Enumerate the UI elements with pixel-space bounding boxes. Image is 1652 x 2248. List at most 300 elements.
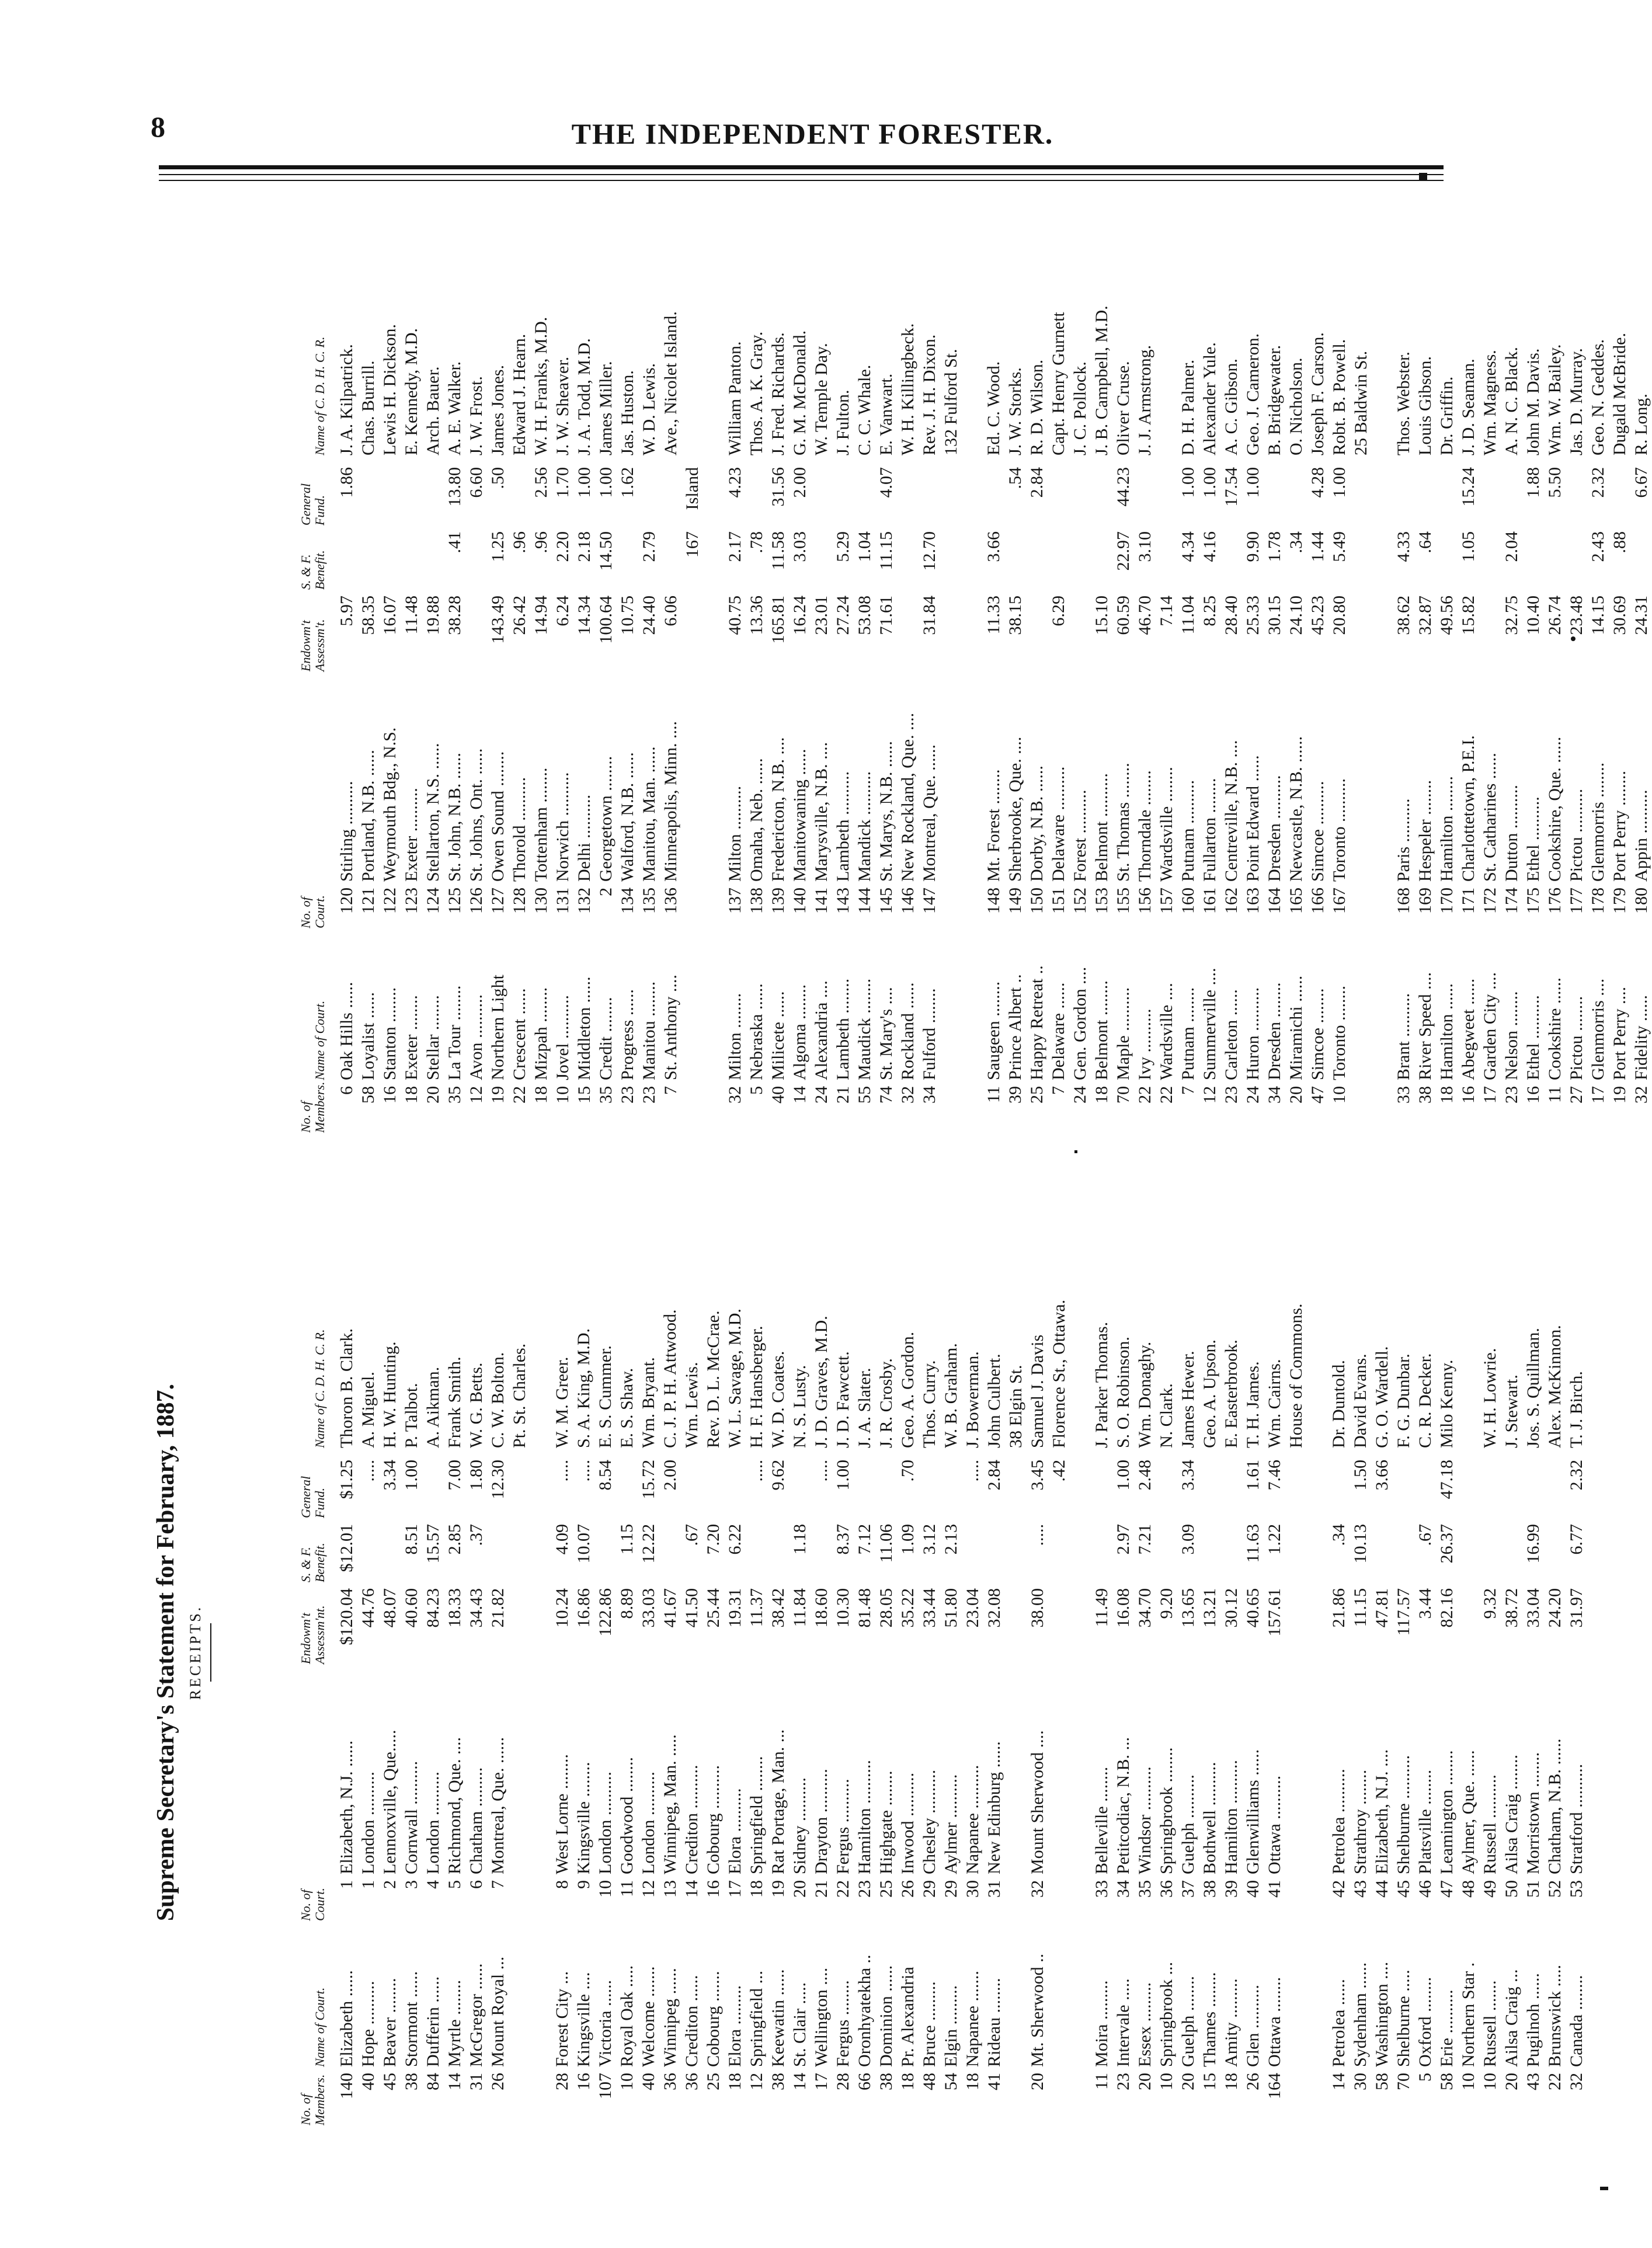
endowment-cell: 13.65 <box>1178 1588 1198 1628</box>
cdhcr-cell: Florence St., Ottawa. <box>1049 1299 1069 1448</box>
court-name-cell: Huron .......... <box>1243 987 1263 1080</box>
members-cell: 30 <box>1351 2073 1370 2090</box>
court-name-cell: Victoria ...... <box>596 1980 615 2067</box>
endowment-cell: 32.87 <box>1415 596 1435 635</box>
cdhcr-cell: Alexander Yule. <box>1200 342 1219 455</box>
court-number-cell: 135 <box>639 888 659 914</box>
table-row <box>983 1179 1005 2125</box>
court-name-cell: Napanee ....... <box>963 1971 982 2067</box>
court-name-cell: Hamilton ...... <box>1437 983 1456 1080</box>
general-fund-cell: 1.00 <box>402 1460 421 1491</box>
header-rule-thin <box>159 174 1444 175</box>
cdhcr-cell: B. Bridgewater. <box>1265 344 1284 455</box>
general-fund-cell: ..... <box>359 1460 378 1482</box>
court-name-cell: Bruce ......... <box>920 1981 939 2067</box>
sick-funeral-cell: 6.22 <box>725 1524 745 1555</box>
court-number-cell: 141 <box>812 888 831 914</box>
location-cell: Norwich .......... <box>553 772 572 882</box>
members-cell: 16 <box>1524 1086 1543 1104</box>
members-cell: 16 <box>380 1086 399 1104</box>
members-cell: 14 <box>1329 2073 1348 2090</box>
table-row <box>1156 1179 1177 2125</box>
sick-funeral-cell: 167 <box>683 531 702 558</box>
cdhcr-cell: House of Commons. <box>1286 1303 1306 1448</box>
location-cell: Owen Sound ........ <box>488 751 507 882</box>
general-fund-cell: 1.00 <box>1330 467 1349 498</box>
table-row <box>1069 187 1091 1133</box>
endowment-cell: 10.24 <box>552 1588 572 1628</box>
court-name-cell: Summerville .... <box>1200 968 1219 1080</box>
general-fund-cell: 47.18 <box>1437 1460 1456 1499</box>
cdhcr-cell: J. D. Graves, M.D. <box>812 1316 831 1448</box>
court-name-cell: Maudick ........ <box>855 978 874 1080</box>
cdhcr-cell: Louis Gibson. <box>1415 356 1435 455</box>
court-name-cell: St. Anthony .... <box>661 975 680 1080</box>
court-number-cell: 128 <box>510 888 529 914</box>
table-row <box>1501 187 1522 1133</box>
court-number-cell: 16 <box>704 1880 723 1898</box>
endowment-cell: 38.72 <box>1502 1588 1521 1628</box>
location-cell: Petitcodiac, N.B. ... <box>1114 1737 1133 1874</box>
table-row <box>1242 187 1264 1133</box>
court-number-cell: 147 <box>920 888 939 914</box>
endowment-cell: 11.48 <box>402 596 421 635</box>
general-fund-cell: 1.00 <box>1200 467 1219 498</box>
location-cell: Dresden .......... <box>1265 775 1284 882</box>
cdhcr-cell: Wm. Bryant. <box>639 1357 658 1448</box>
location-cell: Elizabeth, N.J. ...... <box>337 1740 356 1874</box>
cdhcr-cell: J. D. Seaman. <box>1459 359 1478 455</box>
endowment-cell: 32.08 <box>985 1588 1004 1628</box>
table-row <box>509 187 530 1133</box>
endowment-cell: 21.86 <box>1329 1588 1348 1628</box>
endowment-cell: 45.23 <box>1308 596 1327 635</box>
general-fund-cell: 3.66 <box>1372 1460 1392 1491</box>
court-name-cell: Moira ......... <box>1092 1980 1111 2067</box>
location-cell: Mandick .......... <box>855 771 874 882</box>
general-fund-cell: 7.46 <box>1265 1460 1284 1491</box>
endowment-cell: 5.97 <box>337 596 356 627</box>
members-cell: 20 <box>1178 2073 1198 2090</box>
endowment-cell: 41.67 <box>660 1588 680 1628</box>
cdhcr-cell: Rev. D. L. McCrae. <box>704 1310 723 1448</box>
court-name-cell: Loyalist ...... <box>359 992 378 1080</box>
table-row <box>573 187 595 1133</box>
location-cell: Fergus .......... <box>833 1779 853 1874</box>
endowment-cell: 15.82 <box>1459 596 1478 635</box>
members-cell: 18 <box>725 2073 745 2090</box>
right-panel <box>152 187 1651 1133</box>
endowment-cell: 11.33 <box>984 596 1003 635</box>
location-cell: Newcastle, N.B. ...... <box>1286 736 1306 882</box>
court-name-cell: Crescent ...... <box>510 988 529 1080</box>
court-number-cell: 19 <box>768 1880 788 1898</box>
members-cell: 23 <box>618 1086 637 1104</box>
sick-funeral-cell: 2.85 <box>445 1524 464 1555</box>
location-cell: Walford, N.B. ...... <box>618 752 637 882</box>
sick-funeral-cell: 2.79 <box>639 531 659 562</box>
court-name-cell: Petrolea ...... <box>1329 1979 1348 2067</box>
table-row <box>444 187 465 1133</box>
location-cell: Point Edward ...... <box>1243 755 1263 882</box>
endowment-cell: 11.15 <box>1351 1588 1370 1627</box>
endowment-cell: 35.22 <box>898 1588 917 1628</box>
cdhcr-cell: J. Bowerman. <box>963 1351 982 1448</box>
location-cell: St. Johns, Ont. ...... <box>467 748 486 882</box>
court-number-cell: 21 <box>812 1880 831 1898</box>
location-cell: Appin .......... <box>1632 789 1651 882</box>
court-number-cell: 41 <box>1265 1880 1284 1898</box>
cdhcr-cell: W. D. Lewis. <box>639 363 659 455</box>
table-row <box>552 187 573 1133</box>
members-cell: 23 <box>1502 1086 1521 1104</box>
members-cell: 74 <box>877 1086 896 1104</box>
endowment-cell: 32.75 <box>1502 596 1521 635</box>
court-number-cell: 37 <box>1178 1880 1198 1898</box>
location-cell: Putnam .......... <box>1178 780 1198 882</box>
cdhcr-cell: E. Easterbrook. <box>1222 1339 1241 1448</box>
members-cell: 16 <box>574 2073 593 2090</box>
table-row <box>1630 187 1652 1133</box>
court-number-cell: 131 <box>553 888 572 914</box>
court-number-cell: 146 <box>898 888 917 914</box>
court-number-cell: 121 <box>359 888 378 914</box>
members-cell: 25 <box>704 2073 723 2090</box>
endowment-cell: 82.16 <box>1437 1588 1456 1628</box>
left-panel <box>152 1179 1586 2125</box>
cdhcr-cell: Dugald McBride. <box>1610 333 1629 455</box>
cdhcr-cell: A. Aikman. <box>423 1366 443 1448</box>
court-name-cell: Toronto ........ <box>1330 985 1349 1080</box>
sick-funeral-cell: 1.09 <box>898 1524 917 1555</box>
location-cell: Elizabeth, N.J. .... <box>1372 1749 1392 1874</box>
left-rows <box>336 1179 1587 2125</box>
endowment-cell: 46.70 <box>1135 596 1154 635</box>
court-number-cell: 43 <box>1351 1880 1370 1898</box>
court-name-cell: Ethel .......... <box>1524 995 1543 1080</box>
cdhcr-cell: H. W. Hunting. <box>380 1341 399 1448</box>
court-name-cell: Saugeen ........ <box>984 981 1003 1080</box>
court-number-cell: 26 <box>898 1880 917 1898</box>
sick-funeral-cell: 16.99 <box>1524 1524 1543 1564</box>
location-cell: Crediton .......... <box>682 1765 701 1874</box>
members-cell: 35 <box>445 1086 464 1104</box>
table-row <box>401 187 422 1133</box>
table-row <box>1328 187 1350 1133</box>
cdhcr-cell: E. S. Cummer. <box>596 1345 615 1448</box>
members-cell: 20 <box>1502 2073 1521 2090</box>
court-number-cell: 29 <box>941 1880 961 1898</box>
sick-funeral-cell: 10.13 <box>1351 1524 1370 1564</box>
location-cell: Toronto .......... <box>1330 778 1349 882</box>
court-name-cell: Belmont ........ <box>1092 980 1111 1080</box>
court-name-cell: Amity ......... <box>1222 1978 1241 2067</box>
sick-funeral-cell: 8.37 <box>833 1524 853 1555</box>
table-row <box>1522 187 1544 1133</box>
cdhcr-cell: F. G. Dunbar. <box>1394 1353 1413 1448</box>
members-cell: 58 <box>1437 2073 1456 2090</box>
table-row <box>1544 187 1566 1133</box>
court-number-cell: 23 <box>855 1880 874 1898</box>
members-cell: 15 <box>1200 2073 1219 2090</box>
cdhcr-cell: James Jones. <box>488 365 507 455</box>
general-fund-cell: 17.54 <box>1222 467 1241 507</box>
members-cell: 36 <box>682 2073 701 2090</box>
location-cell: Windsor .......... <box>1135 1766 1154 1874</box>
location-cell: Shelburne .......... <box>1394 1755 1413 1874</box>
table-row <box>444 1179 465 2125</box>
members-cell: 12 <box>1200 1086 1219 1104</box>
sick-funeral-cell: $12.01 <box>337 1524 356 1572</box>
members-cell: 84 <box>423 2073 443 2090</box>
endowment-cell: 11.84 <box>790 1588 809 1627</box>
cdhcr-cell: J. C. Pollock. <box>1070 361 1090 455</box>
cdhcr-cell: C. W. Bolton. <box>488 1352 507 1448</box>
members-cell: 10 <box>1330 1086 1349 1104</box>
table-row <box>617 187 638 1133</box>
court-name-cell: Ailsa Craig ... <box>1502 1969 1521 2067</box>
cdhcr-cell: Milo Kenny. <box>1437 1359 1456 1448</box>
court-name-cell: Northern Star . <box>1459 1962 1478 2067</box>
cdhcr-cell: J. W. Sheaver. <box>553 356 572 455</box>
sick-funeral-cell: 2.18 <box>575 531 594 562</box>
sick-funeral-cell: 9.90 <box>1243 531 1263 562</box>
table-row <box>832 187 854 1133</box>
table-row <box>357 1179 379 2125</box>
court-name-cell: River Speed .... <box>1415 972 1435 1080</box>
cdhcr-cell: H. F. Hansberger. <box>747 1325 766 1448</box>
location-cell: Dutton .......... <box>1502 785 1521 882</box>
location-cell: Inwood .......... <box>898 1772 917 1874</box>
members-cell: 36 <box>660 2073 680 2090</box>
general-fund-cell: 1.80 <box>467 1460 486 1491</box>
endowment-cell: 28.40 <box>1222 596 1241 635</box>
table-row <box>638 187 660 1133</box>
general-fund-cell: .70 <box>898 1460 917 1482</box>
location-cell: St. Marys, N.B. ...... <box>877 741 896 882</box>
endowment-cell: 23.48 <box>1567 596 1586 635</box>
sick-funeral-cell: 2.43 <box>1588 531 1608 562</box>
sick-funeral-cell: 6.77 <box>1567 1524 1586 1555</box>
header-endowment: Endowm't Assessm'nt. <box>298 1605 327 1664</box>
court-name-cell: Brunswick ..... <box>1545 1965 1564 2067</box>
table-row <box>1285 187 1307 1133</box>
members-cell: 70 <box>1394 2073 1413 2090</box>
general-fund-cell: 1.61 <box>1243 1460 1263 1491</box>
court-number-cell: 49 <box>1480 1880 1500 1898</box>
endowment-cell: 7.14 <box>1157 596 1176 627</box>
location-cell: Drayton .......... <box>812 1769 831 1874</box>
table-row <box>660 187 681 1133</box>
location-cell: New Edinburg ...... <box>985 1741 1004 1874</box>
sick-funeral-cell: .64 <box>1415 531 1435 554</box>
court-name-cell: Ivy .......... <box>1135 1008 1154 1080</box>
court-name-cell: Springbrook ... <box>1157 1962 1176 2067</box>
court-name-cell: Elgin ......... <box>941 1985 961 2067</box>
court-name-cell: Gen. Gordon .... <box>1070 966 1090 1080</box>
court-name-cell: Wardsville .... <box>1157 983 1176 1080</box>
court-number-cell: 20 <box>790 1880 809 1898</box>
members-cell: 23 <box>1114 2073 1133 2090</box>
table-row <box>875 187 897 1133</box>
sick-funeral-cell: 1.78 <box>1265 531 1284 562</box>
location-cell: Russell .......... <box>1480 1774 1500 1874</box>
court-name-cell: Erie .......... <box>1437 1989 1456 2067</box>
table-row <box>1285 1179 1307 2125</box>
table-row <box>897 1179 919 2125</box>
court-number-cell: 174 <box>1502 888 1521 914</box>
endowment-cell: 143.49 <box>488 596 507 644</box>
location-cell: Hamilton .......... <box>855 1760 874 1874</box>
margin-speck <box>1074 1150 1077 1153</box>
cdhcr-cell: W. M. Greer. <box>552 1356 572 1448</box>
members-cell: 41 <box>985 2073 1004 2090</box>
court-number-cell: 134 <box>618 888 637 914</box>
members-cell: 10 <box>1459 2073 1478 2090</box>
court-name-cell: Essex ......... <box>1135 1982 1154 2067</box>
cdhcr-cell: Lewis H. Dickson. <box>380 324 399 455</box>
endowment-cell: 84.23 <box>423 1588 443 1628</box>
court-name-cell: Algoma ........ <box>790 984 809 1080</box>
court-number-cell: 32 <box>1028 1880 1047 1898</box>
table-row <box>1307 187 1328 1133</box>
sick-funeral-cell: 12.70 <box>920 531 939 571</box>
court-name-cell: Mt. Sherwood .. <box>1028 1953 1047 2067</box>
cdhcr-cell: C. J. P. H. Attwood. <box>660 1309 680 1448</box>
endowment-cell: 51.80 <box>941 1588 961 1628</box>
court-number-cell: 39 <box>1222 1880 1241 1898</box>
location-cell: Fredericton, N.B. .... <box>768 737 788 882</box>
court-number-cell: 139 <box>768 888 788 914</box>
cdhcr-cell: G. M. McDonald. <box>790 330 809 455</box>
court-name-cell: Dominion ...... <box>877 1965 896 2067</box>
court-name-cell: Thames ........ <box>1200 1972 1219 2067</box>
general-fund-cell: 5.50 <box>1545 467 1564 498</box>
sick-funeral-cell: 3.09 <box>1178 1524 1198 1555</box>
table-row <box>1134 187 1156 1133</box>
court-name-cell: McGregor ...... <box>467 1963 486 2067</box>
table-row <box>1026 187 1048 1133</box>
members-cell: 48 <box>920 2073 939 2090</box>
table-row <box>1264 1179 1285 2125</box>
endowment-cell: 24.31 <box>1632 596 1651 635</box>
location-cell: London .......... <box>423 1772 443 1874</box>
court-number-cell: 11 <box>617 1880 637 1897</box>
court-name-cell: Dufferin ...... <box>423 1976 443 2067</box>
cdhcr-cell: W. G. Betts. <box>467 1362 486 1448</box>
endowment-cell: 33.04 <box>1524 1588 1543 1628</box>
court-name-cell: Pictou ........ <box>1567 996 1586 1080</box>
members-cell: 20 <box>1135 2073 1154 2090</box>
table-row <box>962 1179 983 2125</box>
location-cell: Marysville, N.B. .... <box>812 742 831 882</box>
location-cell: St. Catharines ...... <box>1480 753 1500 882</box>
court-name-cell: Dresden ........ <box>1265 982 1284 1080</box>
table-row <box>983 187 1004 1133</box>
court-name-cell: Elora ......... <box>725 1985 745 2067</box>
cdhcr-cell: G. O. Wardell. <box>1372 1346 1392 1448</box>
sick-funeral-cell: .67 <box>682 1524 701 1546</box>
table-row <box>1436 187 1458 1133</box>
court-name-cell: Mizpah ........ <box>531 987 551 1080</box>
general-fund-cell: .50 <box>488 467 507 489</box>
endowment-cell: $120.04 <box>337 1588 356 1645</box>
sick-funeral-cell: 5.49 <box>1330 531 1349 562</box>
table-row <box>336 1179 357 2125</box>
general-fund-cell: 3.45 <box>1028 1460 1047 1491</box>
header-rule-thin-2 <box>159 180 1444 181</box>
court-number-cell: 30 <box>963 1880 982 1898</box>
location-cell: New Rockland, Que. .... <box>898 712 917 882</box>
cdhcr-cell: Thos. Webster. <box>1394 352 1413 455</box>
court-number-cell: 152 <box>1070 888 1090 914</box>
location-cell: Morristown ........ <box>1524 1752 1543 1874</box>
header-court-name: Name of Court. <box>312 1987 327 2067</box>
endowment-cell: 31.97 <box>1567 1588 1586 1628</box>
court-number-cell: 126 <box>467 888 486 914</box>
endowment-cell: 8.25 <box>1200 596 1219 627</box>
table-row <box>767 187 789 1133</box>
court-name-cell: Northern Light <box>488 975 507 1080</box>
members-cell: 21 <box>833 1086 853 1104</box>
cdhcr-cell: Arch. Bauer. <box>423 366 443 455</box>
members-cell: 58 <box>359 1086 378 1104</box>
court-number-cell: 156 <box>1135 888 1154 914</box>
court-name-cell: Washington .... <box>1372 1961 1392 2067</box>
court-name-cell: Lambeth ........ <box>833 978 853 1080</box>
general-fund-cell: 2.00 <box>790 467 809 498</box>
endowment-cell: 60.59 <box>1114 596 1133 635</box>
location-cell: Weymouth Bdg., N.S. <box>380 727 399 882</box>
court-number-cell: 52 <box>1545 1880 1564 1898</box>
location-cell: Ottawa .......... <box>1265 1775 1284 1874</box>
cdhcr-cell: W. L. Savage, M.D. <box>725 1309 745 1448</box>
location-cell: Montreal, Que. ...... <box>488 1737 507 1874</box>
members-cell: 26 <box>488 2073 507 2090</box>
members-cell: 6 <box>337 1086 356 1095</box>
court-name-cell: Elizabeth ...... <box>337 1970 356 2067</box>
sick-funeral-cell: 2.17 <box>725 531 745 562</box>
members-cell: 47 <box>1308 1086 1327 1104</box>
location-cell: St. John, N.B. ...... <box>445 753 464 882</box>
court-name-cell: Avon .......... <box>467 994 486 1080</box>
table-row <box>530 187 552 1133</box>
members-cell: 12 <box>467 1086 486 1104</box>
location-cell: Napanee .......... <box>963 1765 982 1874</box>
court-number-cell: 44 <box>1372 1880 1392 1898</box>
endowment-cell: 41.50 <box>682 1588 701 1628</box>
cdhcr-cell: R. Long. <box>1632 394 1651 455</box>
endowment-cell: 18.60 <box>812 1588 831 1628</box>
court-name-cell: Garden City .... <box>1480 972 1500 1080</box>
court-number-cell: 137 <box>725 888 745 914</box>
members-cell: 18 <box>1437 1086 1456 1104</box>
endowment-cell: 25.33 <box>1243 596 1263 635</box>
cdhcr-cell: E. Vanwart. <box>877 373 896 455</box>
endowment-cell: 30.69 <box>1610 596 1629 635</box>
court-name-cell: Fergus ........ <box>833 1980 853 2067</box>
location-cell: Ailsa Craig ........ <box>1502 1755 1521 1874</box>
table-row <box>1393 187 1414 1133</box>
cdhcr-cell: Samuel J. Davis <box>1028 1334 1047 1448</box>
court-number-cell: 138 <box>747 888 766 914</box>
general-fund-cell: ..... <box>747 1460 766 1482</box>
court-name-cell: Prince Albert .. <box>1006 974 1025 1080</box>
location-cell: West Lorne ........ <box>552 1754 572 1874</box>
table-row <box>551 1179 573 2125</box>
general-fund-cell: $1.25 <box>337 1460 356 1499</box>
table-row <box>422 1179 444 2125</box>
